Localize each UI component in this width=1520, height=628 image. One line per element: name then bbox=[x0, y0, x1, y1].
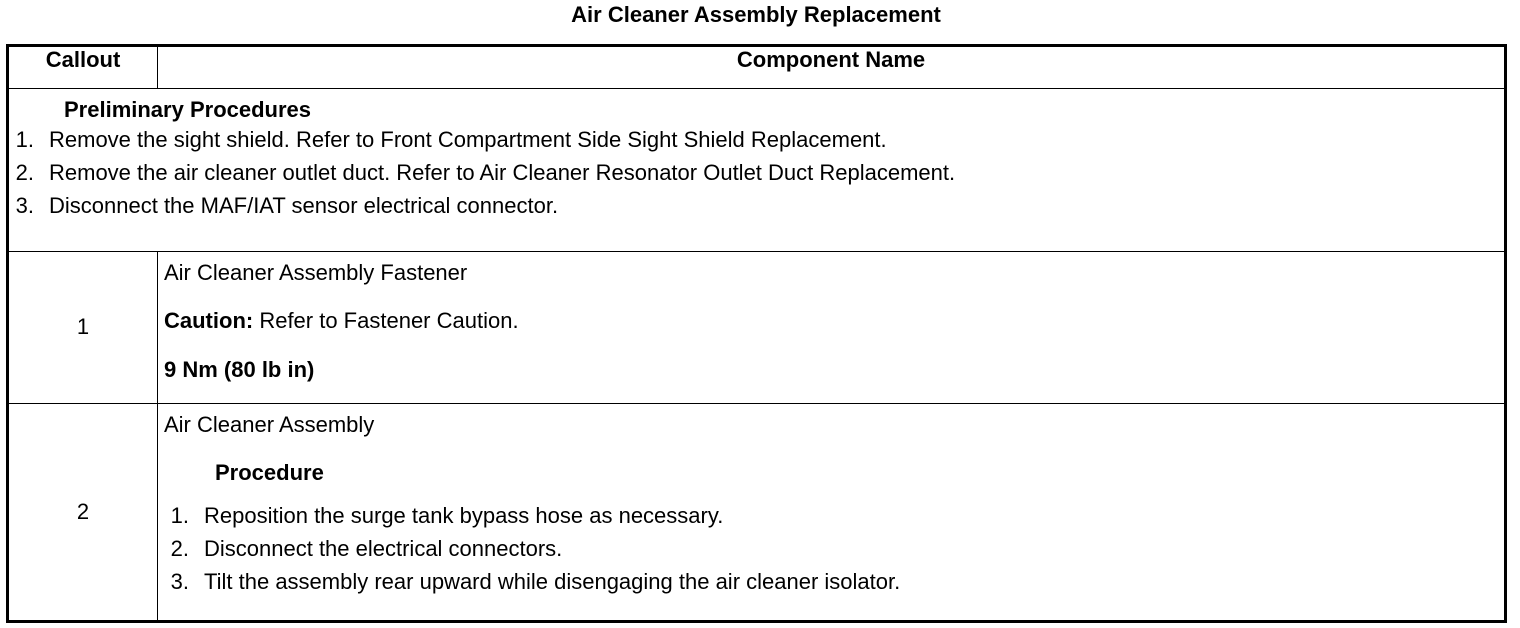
component-name: Air Cleaner Assembly Fastener bbox=[164, 259, 468, 285]
step-number: 2. bbox=[15, 159, 34, 185]
component-name: Air Cleaner Assembly bbox=[164, 411, 375, 437]
caution-line bbox=[164, 294, 1504, 349]
list-item bbox=[9, 189, 1504, 222]
step-number: 3. bbox=[15, 192, 34, 218]
list-item bbox=[164, 566, 1504, 599]
list-item bbox=[164, 533, 1504, 566]
page-title: Air Cleaner Assembly Replacement bbox=[571, 2, 941, 27]
component-cell bbox=[158, 404, 1506, 622]
list-item bbox=[9, 123, 1504, 156]
caution-label: Caution: bbox=[164, 308, 254, 334]
torque-spec: 9 Nm (80 lb in) bbox=[164, 356, 315, 382]
step-text: Disconnect the electrical connectors. bbox=[204, 536, 563, 562]
table-row bbox=[8, 404, 1506, 622]
step-number: 3. bbox=[170, 569, 189, 595]
callout-number: 2 bbox=[8, 404, 158, 622]
procedure-steps bbox=[164, 500, 1504, 599]
step-text: Reposition the surge tank bypass hose as necessary. bbox=[204, 503, 724, 529]
step-number: 1. bbox=[15, 126, 34, 152]
step-number: 2. bbox=[170, 536, 189, 562]
step-text: Remove the air cleaner outlet duct. Refer to Air Cleaner Resonator Outlet Duct Replacement. bbox=[49, 159, 956, 185]
step-text: Disconnect the MAF/IAT sensor electrical connector. bbox=[49, 192, 559, 218]
step-text: Tilt the assembly rear upward while disengaging the air cleaner isolator. bbox=[204, 569, 901, 595]
header-callout: Callout bbox=[8, 46, 158, 89]
preliminary-steps bbox=[9, 123, 1504, 222]
header-row bbox=[8, 46, 1506, 89]
step-number: 1. bbox=[170, 503, 189, 529]
table-row bbox=[8, 252, 1506, 404]
header-component-name: Component Name bbox=[158, 46, 1506, 89]
preliminary-cell bbox=[8, 89, 1506, 252]
caution-text: Refer to Fastener Caution. bbox=[253, 308, 519, 334]
list-item bbox=[9, 156, 1504, 189]
component-cell bbox=[158, 252, 1506, 404]
procedure-table bbox=[6, 44, 1507, 623]
preliminary-heading: Preliminary Procedures bbox=[64, 97, 312, 122]
procedure-heading: Procedure bbox=[215, 459, 324, 485]
callout-number: 1 bbox=[8, 252, 158, 404]
step-text: Remove the sight shield. Refer to Front Compartment Side Sight Shield Replacement. bbox=[49, 126, 887, 152]
preliminary-row bbox=[8, 89, 1506, 252]
list-item bbox=[164, 500, 1504, 533]
